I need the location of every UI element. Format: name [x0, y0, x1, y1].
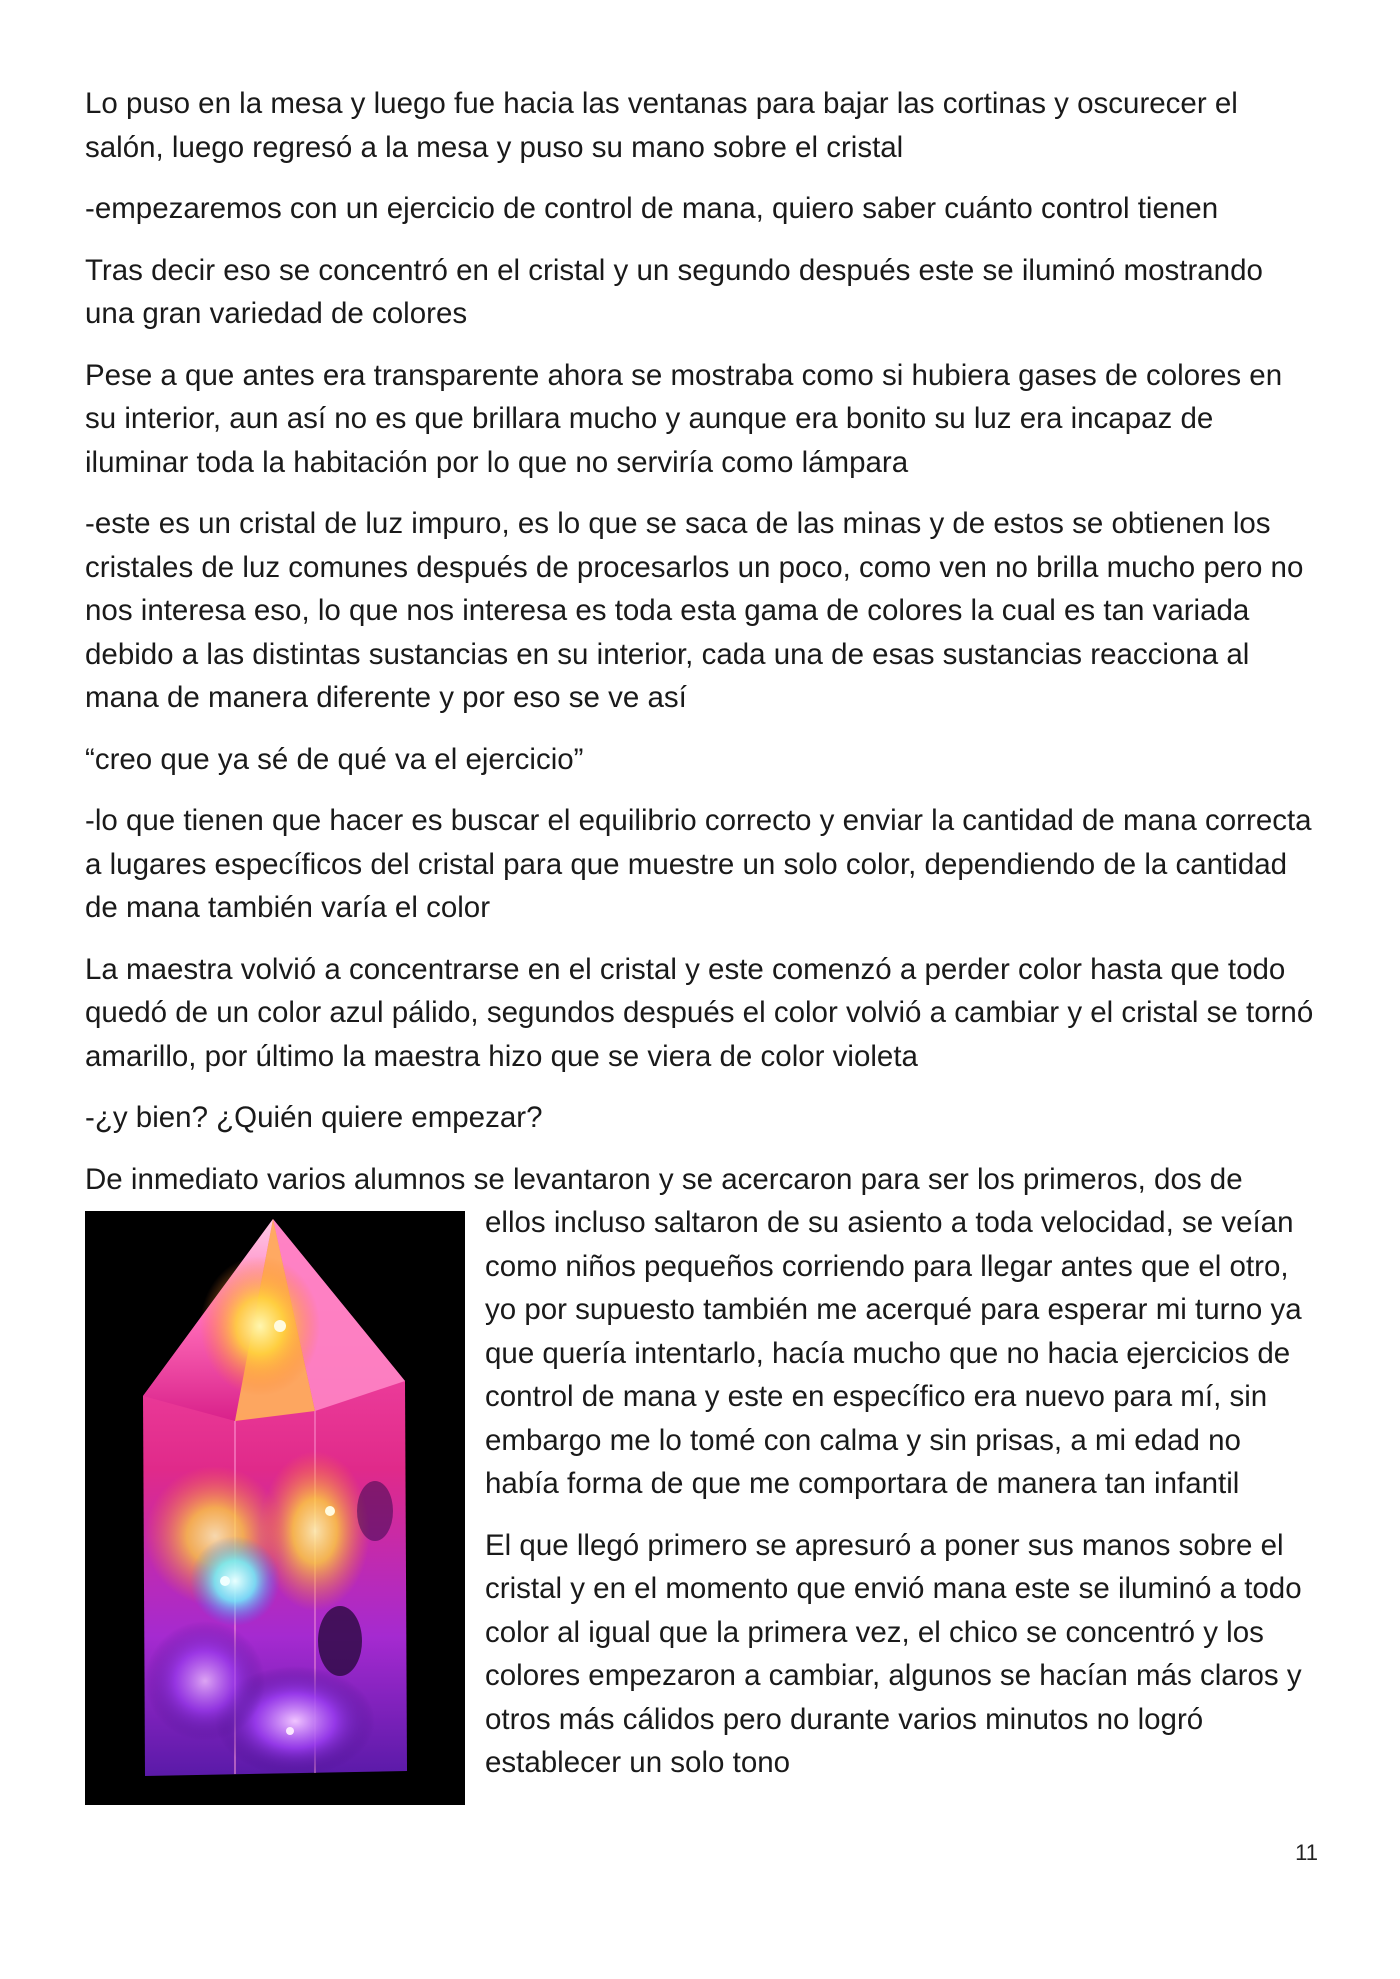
paragraph-4: Pese a que antes era transparente ahora se mostraba como si hubiera gases de colores en su interior, aun así no es que brillara mucho y aunque era bonito su luz era incapaz de iluminar toda la habitación por lo que no serviría como lámpara	[85, 358, 1283, 479]
document-page	[85, 82, 1315, 1813]
paragraph-1: Lo puso en la mesa y luego fue hacia las ventanas para bajar las cortinas y oscurecer el salón, luego regresó a la mesa y puso su mano sobre el cristal	[85, 87, 1238, 164]
paragraph-10-wrap: ellos incluso saltaron de su asiento a toda velocidad, se veían como niños pequeños corriendo para llegar antes que el otro, yo por supuesto también me acerqué para esperar mi turno ya que quería intentarlo, hacía mucho que no hacia ejercicios de control de mana y este en específico era nuevo para mí, sin embargo me lo tomé con calma y sin prisas, a mi edad no había forma de que me comportara de manera tan infantil	[485, 1206, 1302, 1500]
paragraph-2: -empezaremos con un ejercicio de control de mana, quiero saber cuánto control tienen	[85, 192, 1219, 225]
paragraph-11: El que llegó primero se apresuró a poner sus manos sobre el cristal y en el momento que envió mana este se iluminó a todo color al igual que la primera vez, el chico se concentró y los colores empezaron a cambiar, algunos se hacían más claros y otros más cálidos pero durante varios minutos no logró establecer un solo tono	[485, 1528, 1302, 1779]
glowing-crystal-icon	[85, 1211, 465, 1805]
paragraph-3: Tras decir eso se concentró en el cristal y un segundo después este se iluminó mostrando una gran variedad de colores	[85, 253, 1263, 330]
image-text-wrap	[85, 1201, 1315, 1785]
paragraph-7: -lo que tienen que hacer es buscar el equilibrio correcto y enviar la cantidad de mana correcta a lugares específicos del cristal para que muestre un solo color, dependiendo de la cantidad de mana también varía el color	[85, 804, 1312, 924]
paragraph-8: La maestra volvió a concentrarse en el cristal y este comenzó a perder color hasta que todo quedó de un color azul pálido, segundos después el color volvió a cambiar y el cristal se tornó amarillo, por último la maestra hizo que se viera de color violeta	[85, 952, 1314, 1073]
paragraph-10-lead: De inmediato varios alumnos se levantaron y se acercaron para ser los primeros, dos de	[85, 1162, 1243, 1196]
paragraph-9: -¿y bien? ¿Quién quiere empezar?	[85, 1101, 543, 1134]
paragraph-5: -este es un cristal de luz impuro, es lo que se saca de las minas y de estos se obtienen los cristales de luz comunes después de procesarlos un poco, como ven no brilla mucho pero no nos interesa eso, lo que nos interesa es toda esta gama de colores la cual es tan variada debido a las distintas sustancias en su interior, cada una de esas sustancias reacciona al mana de manera diferente y por eso se ve así	[85, 507, 1304, 714]
page-number: 11	[1295, 1840, 1318, 1865]
paragraph-6: “creo que ya sé de qué va el ejercicio”	[85, 742, 584, 776]
